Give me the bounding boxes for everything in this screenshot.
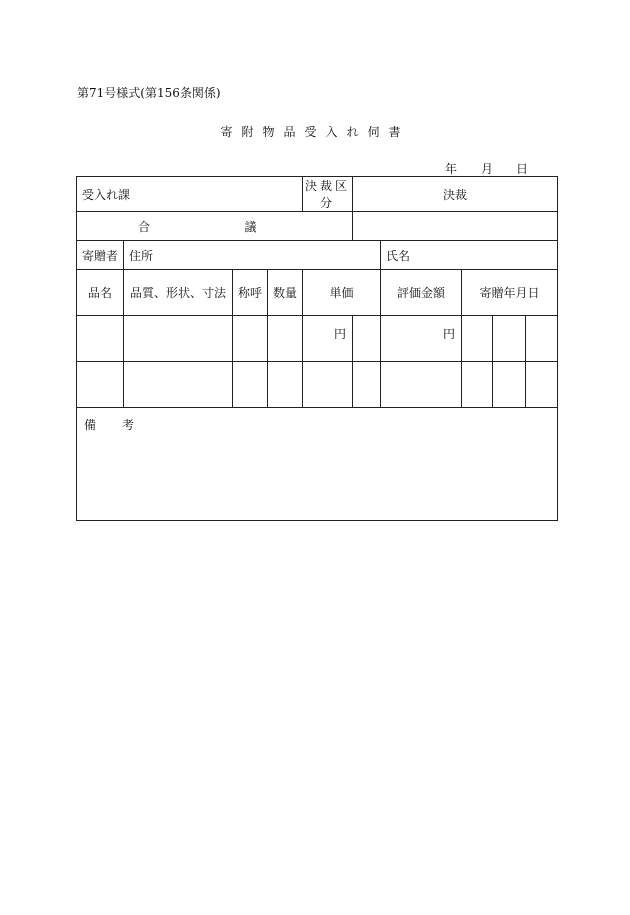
- date-month-label: 月: [481, 162, 494, 176]
- table-row: [77, 362, 558, 408]
- header-appraised-value: 評価金額: [381, 270, 462, 316]
- header-unit-price: 単価: [303, 270, 381, 316]
- donation-day-cell[interactable]: [526, 362, 558, 408]
- header-designation: 称呼: [233, 270, 268, 316]
- item-name-cell[interactable]: [77, 362, 124, 408]
- row-remarks: [77, 408, 558, 521]
- appraised-value-cell[interactable]: [381, 362, 462, 408]
- address-label: 住所: [124, 241, 381, 270]
- header-quantity: 数量: [268, 270, 303, 316]
- designation-cell[interactable]: [233, 316, 268, 362]
- remarks-label[interactable]: 備考: [77, 408, 558, 521]
- decision-category-value: 決裁: [353, 177, 558, 212]
- donation-year-cell[interactable]: [462, 316, 493, 362]
- row-item-headers: [77, 270, 558, 316]
- date-day-label: 日: [516, 162, 529, 176]
- form-number: 第71号様式(第156条関係): [77, 86, 221, 100]
- row-donor: [77, 241, 558, 270]
- table-row: [77, 316, 558, 362]
- header-donation-date: 寄贈年月日: [462, 270, 558, 316]
- consultation-value-cell[interactable]: [353, 212, 558, 241]
- name-label: 氏名: [381, 241, 558, 270]
- receiving-dept-label: 受入れ課: [77, 177, 303, 212]
- donation-month-cell[interactable]: [493, 316, 526, 362]
- quantity-cell[interactable]: [268, 316, 303, 362]
- appraised-value-cell[interactable]: 円: [381, 316, 462, 362]
- donation-year-cell[interactable]: [462, 362, 493, 408]
- document-title: 寄附物品受入れ伺書: [220, 125, 410, 139]
- date-year-label: 年: [445, 162, 458, 176]
- consultation-char-1: 合: [77, 212, 233, 241]
- quality-cell[interactable]: [124, 316, 233, 362]
- unit-price-cell[interactable]: 円: [303, 316, 353, 362]
- donation-acceptance-form: [76, 176, 558, 521]
- quantity-cell[interactable]: [268, 362, 303, 408]
- unit-price-fraction-cell[interactable]: [353, 316, 381, 362]
- unit-price-cell[interactable]: [303, 362, 353, 408]
- donation-month-cell[interactable]: [493, 362, 526, 408]
- row-consultation: [77, 212, 558, 241]
- quality-cell[interactable]: [124, 362, 233, 408]
- item-name-cell[interactable]: [77, 316, 124, 362]
- header-item-name: 品名: [77, 270, 124, 316]
- unit-price-fraction-cell[interactable]: [353, 362, 381, 408]
- header-quality-shape-size: 品質、形状、寸法: [124, 270, 233, 316]
- designation-cell[interactable]: [233, 362, 268, 408]
- row-department: [77, 177, 558, 212]
- donor-label: 寄贈者: [77, 241, 124, 270]
- donation-day-cell[interactable]: [526, 316, 558, 362]
- consultation-char-2: 議: [233, 212, 353, 241]
- decision-category-label: 決裁区分: [303, 177, 353, 212]
